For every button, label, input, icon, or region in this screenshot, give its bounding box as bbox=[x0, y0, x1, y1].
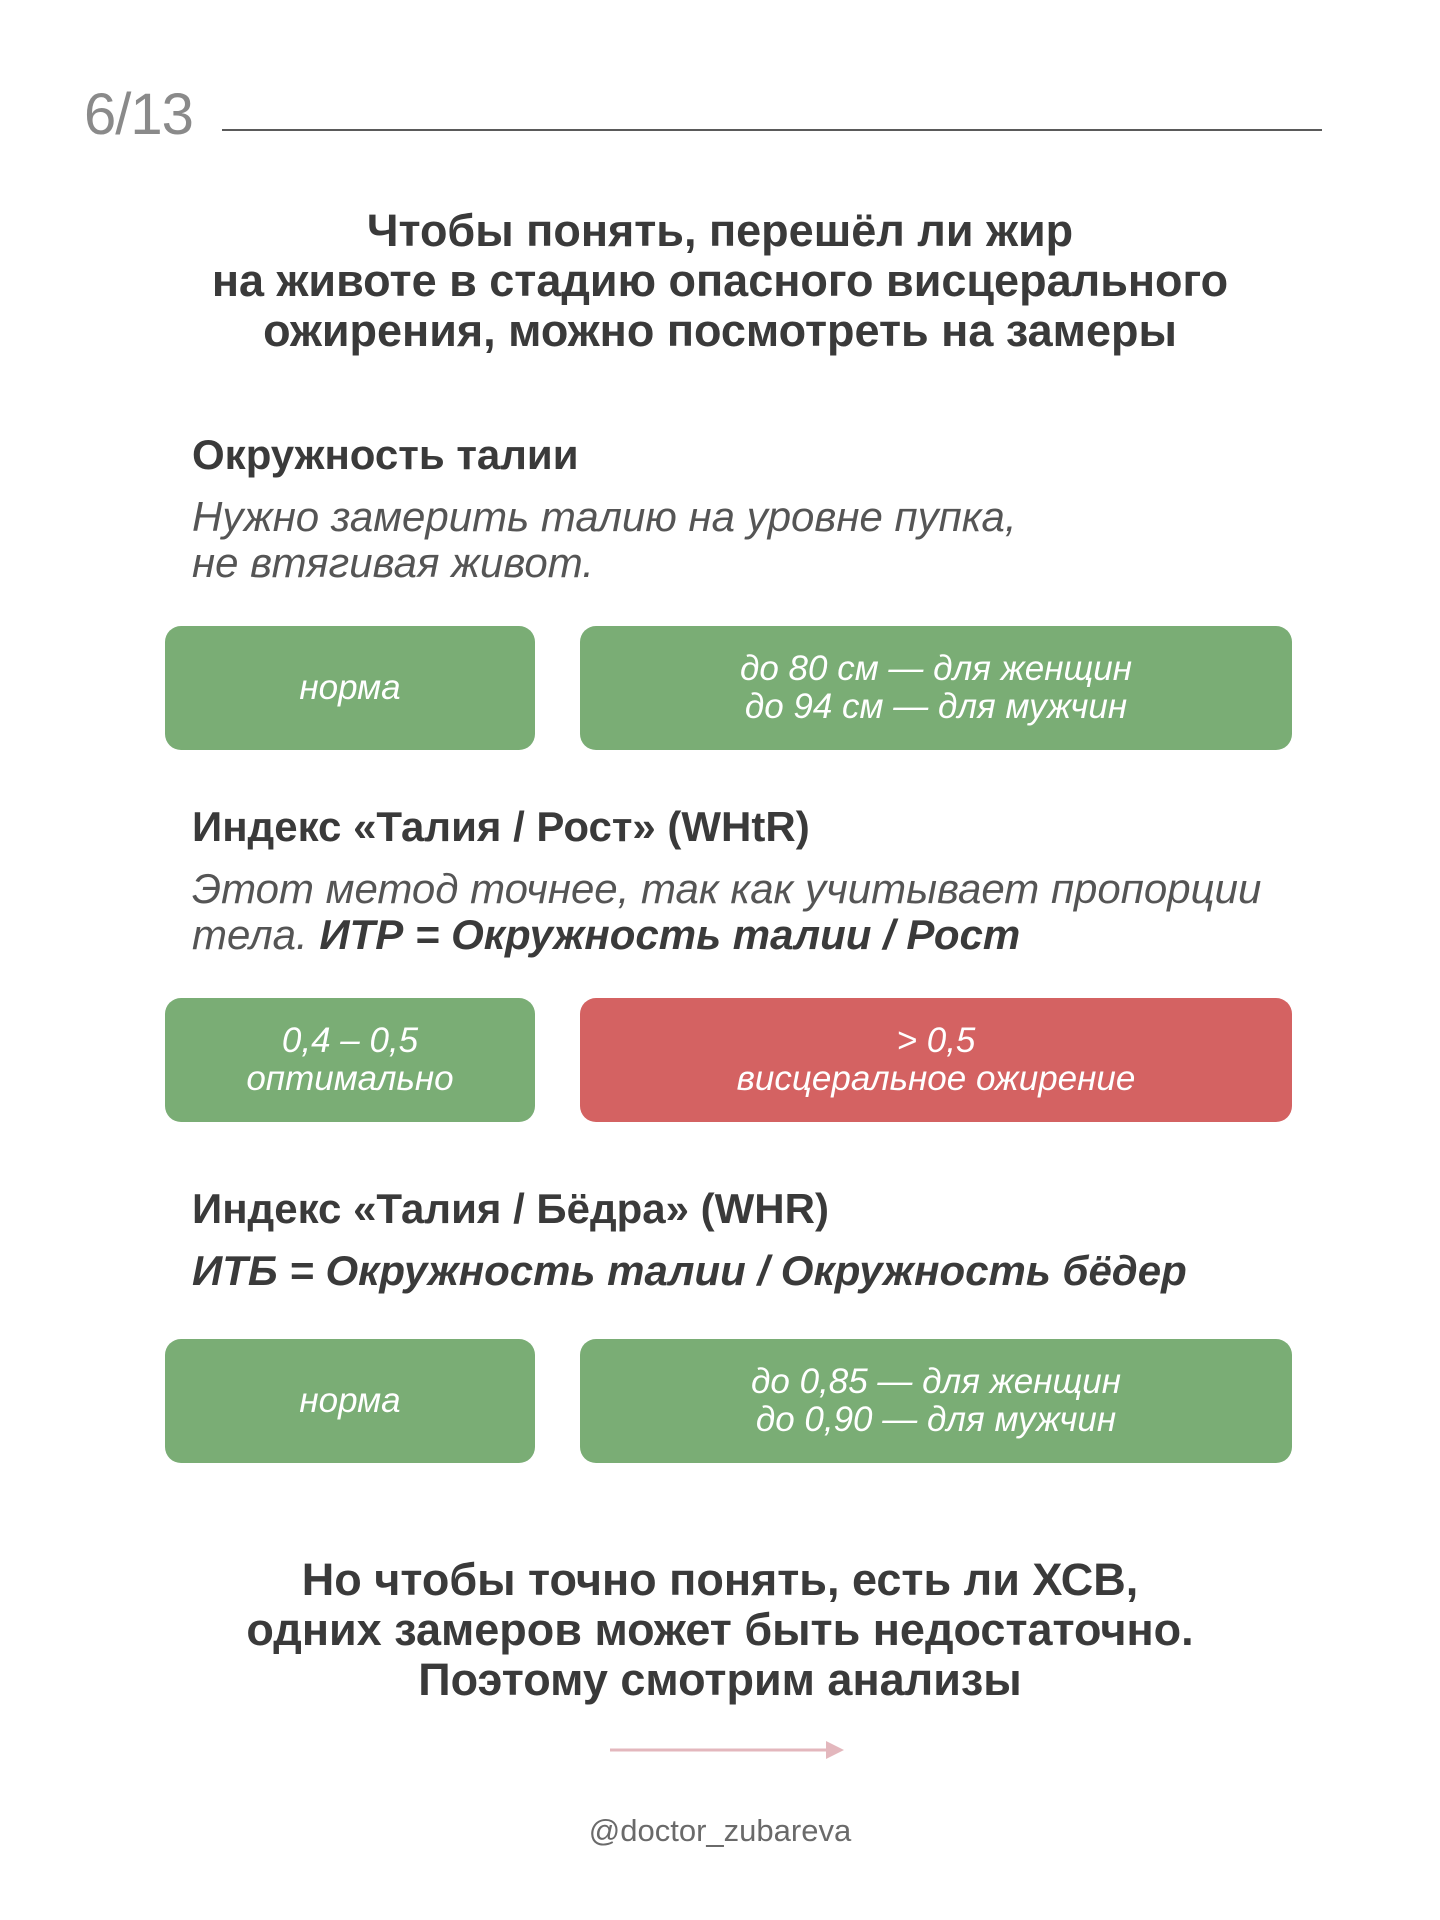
intro-heading bbox=[120, 206, 1320, 356]
outro-heading bbox=[120, 1555, 1320, 1705]
box-text: норма bbox=[299, 668, 401, 707]
box-text: 0,4 – 0,5 bbox=[281, 1021, 419, 1060]
outro-line: Поэтому смотрим анализы bbox=[418, 1654, 1022, 1705]
desc-line: Этот метод точнее, так как учитывает пропорции bbox=[192, 865, 1262, 912]
desc-line: не втягивая живот. bbox=[192, 539, 594, 586]
intro-line: Чтобы понять, перешёл ли жир bbox=[366, 205, 1074, 256]
outro-line: Но чтобы точно понять, есть ли ХСВ, bbox=[301, 1554, 1139, 1605]
waist-norm-values-box bbox=[580, 626, 1292, 750]
box-text: оптимально bbox=[246, 1059, 454, 1098]
whtr-optimal-box bbox=[165, 998, 535, 1122]
intro-line: на животе в стадию опасного висцерального bbox=[211, 255, 1229, 306]
whr-formula: ИТБ = Окружность талии / Окружность бёдер bbox=[192, 1247, 1187, 1294]
section-title-whr: Индекс «Талия / Бёдра» (WHR) bbox=[192, 1185, 829, 1232]
header-divider bbox=[222, 129, 1322, 131]
box-text: до 0,85 — для женщин bbox=[751, 1362, 1121, 1401]
desc-line bbox=[192, 912, 1342, 958]
section-desc-whr bbox=[192, 1248, 1342, 1294]
box-text: висцеральное ожирение bbox=[736, 1059, 1136, 1098]
box-text: до 0,90 — для мужчин bbox=[755, 1400, 1117, 1439]
section-desc-waist bbox=[192, 494, 1342, 586]
section-title-whtr: Индекс «Талия / Рост» (WHtR) bbox=[192, 803, 810, 850]
desc-text: тела. bbox=[192, 911, 320, 958]
box-text: > 0,5 bbox=[896, 1021, 976, 1060]
section-desc-whtr bbox=[192, 866, 1342, 958]
whr-norm-values-box bbox=[580, 1339, 1292, 1463]
intro-line: ожирения, можно посмотреть на замеры bbox=[263, 305, 1177, 356]
norm-label-box bbox=[165, 1339, 535, 1463]
arrow-right-icon bbox=[610, 1738, 845, 1762]
box-text: норма bbox=[299, 1381, 401, 1420]
section-title-waist: Окружность талии bbox=[192, 431, 579, 478]
outro-line: одних замеров может быть недостаточно. bbox=[246, 1604, 1194, 1655]
whtr-formula: ИТР = Окружность талии / Рост bbox=[319, 911, 1021, 958]
whtr-obesity-box bbox=[580, 998, 1292, 1122]
box-text: до 94 см — для мужчин bbox=[744, 687, 1128, 726]
desc-line: Нужно замерить талию на уровне пупка, bbox=[192, 493, 1017, 540]
page-counter: 6/13 bbox=[84, 82, 193, 147]
author-handle: @doctor_zubareva bbox=[588, 1813, 852, 1848]
norm-label-box bbox=[165, 626, 535, 750]
box-text: до 80 см — для женщин bbox=[740, 649, 1132, 688]
